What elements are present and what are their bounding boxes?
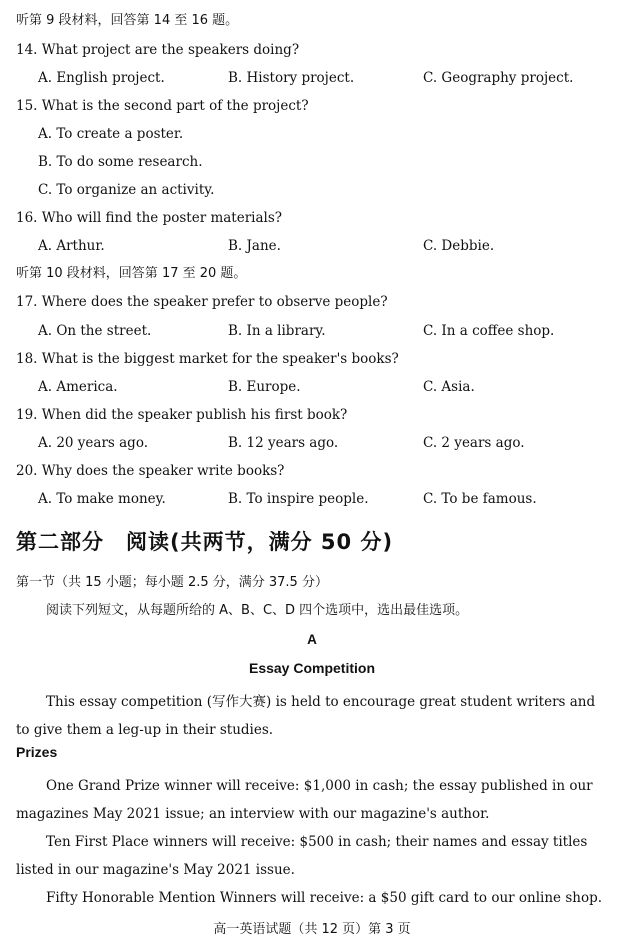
prizes-heading: Prizes [16, 744, 58, 760]
question-15-option-c: C. To organize an activity. [38, 182, 215, 198]
question-17-stem: 17. Where does the speaker prefer to observe people? [16, 294, 388, 310]
question-14-stem: 14. What project are the speakers doing? [16, 42, 300, 58]
listening-instruction-10: 听第 10 段材料，回答第 17 至 20 题。 [16, 266, 247, 281]
question-20-option-a: A. To make money. [38, 491, 166, 507]
question-17-option-b: B. In a library. [228, 323, 326, 339]
question-14-option-c: C. Geography project. [423, 70, 574, 86]
question-20-stem: 20. Why does the speaker write books? [16, 463, 285, 479]
passage-title: Essay Competition [248, 660, 376, 676]
question-17-option-a: A. On the street. [38, 323, 152, 339]
question-15-option-b: B. To do some research. [38, 154, 203, 170]
question-14-option-b: B. History project. [228, 70, 355, 86]
question-19-stem: 19. When did the speaker publish his first book? [16, 407, 348, 423]
question-18-option-a: A. America. [38, 379, 118, 395]
question-15-stem: 15. What is the second part of the project? [16, 98, 309, 114]
question-20-option-c: C. To be famous. [423, 491, 537, 507]
question-18-option-c: C. Asia. [423, 379, 475, 395]
question-16-option-b: B. Jane. [228, 238, 281, 254]
reading-section-title: 第一节（共 15 小题；每小题 2.5 分，满分 37.5 分） [16, 575, 328, 590]
question-19-option-a: A. 20 years ago. [38, 435, 149, 451]
question-20-option-b: B. To inspire people. [228, 491, 369, 507]
question-18-option-b: B. Europe. [228, 379, 301, 395]
passage-label: A [307, 632, 317, 647]
reading-directions: 阅读下列短文，从每题所给的 A、B、C、D 四个选项中，选出最佳选项。 [46, 603, 469, 618]
question-16-option-a: A. Arthur. [38, 238, 105, 254]
page-footer: 高一英语试题（共 12 页）第 3 页 [213, 922, 411, 937]
question-18-stem: 18. What is the biggest market for the speaker's books? [16, 351, 399, 367]
prize-first-place: Ten First Place winners will receive: $500 in cash; their names and essay titles listed in our magazine's May 2021 issue. [16, 834, 588, 878]
prize-grand: One Grand Prize winner will receive: $1,000 in cash; the essay published in our magazines May 2021 issue; an interview with our magazine's author. [16, 778, 593, 822]
question-16-stem: 16. Who will find the poster materials? [16, 210, 283, 226]
question-17-option-c: C. In a coffee shop. [423, 323, 555, 339]
listening-instruction-9: 听第 9 段材料，回答第 14 至 16 题。 [16, 13, 239, 28]
question-16-option-c: C. Debbie. [423, 238, 495, 254]
question-19-option-c: C. 2 years ago. [423, 435, 525, 451]
question-15-option-a: A. To create a poster. [38, 126, 184, 142]
question-14-option-a: A. English project. [38, 70, 165, 86]
prize-honorable-mention: Fifty Honorable Mention Winners will receive: a $50 gift card to our online shop. [46, 890, 603, 906]
passage-intro: This essay competition (写作大赛) is held to encourage great student writers and to give them a leg-up in their studies. [16, 694, 596, 738]
question-19-option-b: B. 12 years ago. [228, 435, 339, 451]
reading-part-title: 第二部分 阅读(共两节，满分 50 分) [16, 530, 394, 554]
